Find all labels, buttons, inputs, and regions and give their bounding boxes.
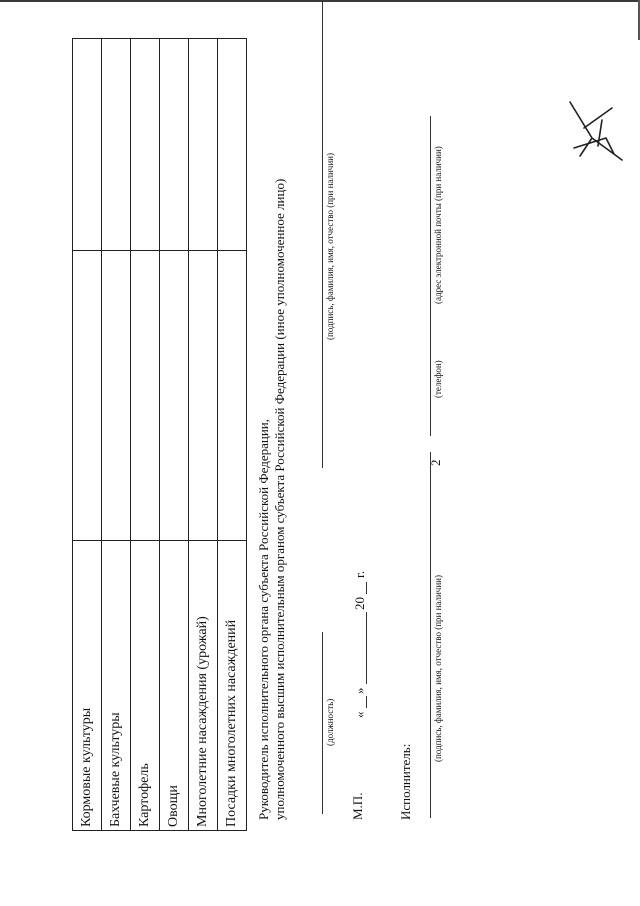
crop-name-cell: Картофель [131,541,160,831]
table-cell [189,39,218,251]
head-title-line2: уполномоченного высшим исполнительным органом субъекта Российской Федерации (иное уполномоченное лицо) [272,178,287,820]
table-cell [160,39,189,251]
head-title [256,179,288,820]
crop-name-cell: Многолетние насаждения (урожай) [189,541,218,831]
table-cell [160,251,189,541]
date-quote-close: » [352,687,367,694]
executor-email-caption: (адрес электронной почты (при наличии) [433,146,443,304]
date-year-line [366,582,367,594]
table-row [160,39,189,831]
table-cell [131,39,160,251]
table-cell [102,251,131,541]
executor-phone-caption: (телефон) [433,360,443,398]
executor-phone-line [430,296,431,436]
position-caption: (должность) [325,698,335,746]
position-line [322,632,323,814]
table-cell [218,39,247,251]
date-year-suffix: г. [352,570,367,578]
head-title-line1: Руководитель исполнительного органа субъекта Российской Федерации, [256,418,271,820]
table-cell [102,39,131,251]
table-row [73,39,102,831]
handwritten-signature [562,98,632,168]
executor-signature-line [430,452,431,818]
table-row [131,39,160,831]
table-row [189,39,218,831]
stamp-placeholder-label: М.П. [350,792,365,820]
date-quote-open: « [352,711,367,718]
table-cell [73,39,102,251]
executor-label: Исполнитель: [398,743,413,820]
crop-name-cell: Бахчевые культуры [102,541,131,831]
crop-name-cell: Кормовые культуры [73,541,102,831]
crops-table [72,38,247,831]
table-cell [73,251,102,541]
crop-name-cell: Овощи [160,541,189,831]
table-cell [189,251,218,541]
table-cell [131,251,160,541]
head-signature-line [322,0,323,468]
executor-signature-caption: (подпись, фамилия, имя, отчество (при наличии) [433,575,443,762]
date-year-prefix: 20 [352,597,367,610]
table-cell [218,251,247,541]
head-signature-caption: (подпись, фамилия, имя, отчество (при наличии) [325,153,335,340]
table-row [218,39,247,831]
page-number: 2 [428,459,443,466]
executor-email-line [430,116,431,306]
date-day-line [366,696,367,708]
date-month-line [366,612,367,684]
crop-name-cell: Посадки многолетних насаждений [218,541,247,831]
table-row [102,39,131,831]
